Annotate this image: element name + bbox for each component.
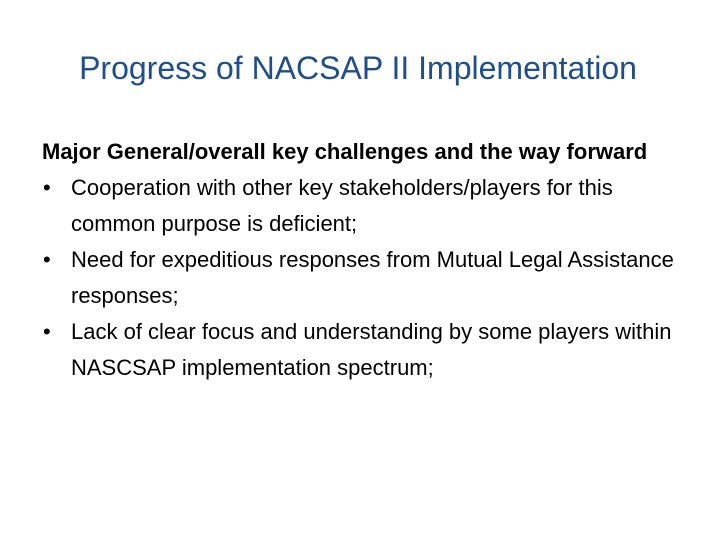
slide-title: Progress of NACSAP II Implementation	[79, 50, 637, 86]
bullet-item	[42, 314, 682, 386]
bullet-item	[42, 242, 682, 314]
bullet-list	[42, 170, 682, 386]
bullet-text: Need for expeditious responses from Mutual Legal Assistance responses;	[71, 247, 674, 308]
bullet-text: Cooperation with other key stakeholders/players for this common purpose is deficient;	[71, 175, 613, 236]
bullet-item	[42, 170, 682, 242]
bullet-text: Lack of clear focus and understanding by some players within NASCSAP implementation spectrum;	[71, 319, 672, 380]
bullet-icon: •	[43, 319, 51, 344]
section-heading: Major General/overall key challenges and the way forward	[42, 139, 648, 164]
bullet-icon: •	[43, 175, 51, 200]
bullet-icon: •	[43, 247, 51, 272]
slide-body	[42, 134, 682, 386]
